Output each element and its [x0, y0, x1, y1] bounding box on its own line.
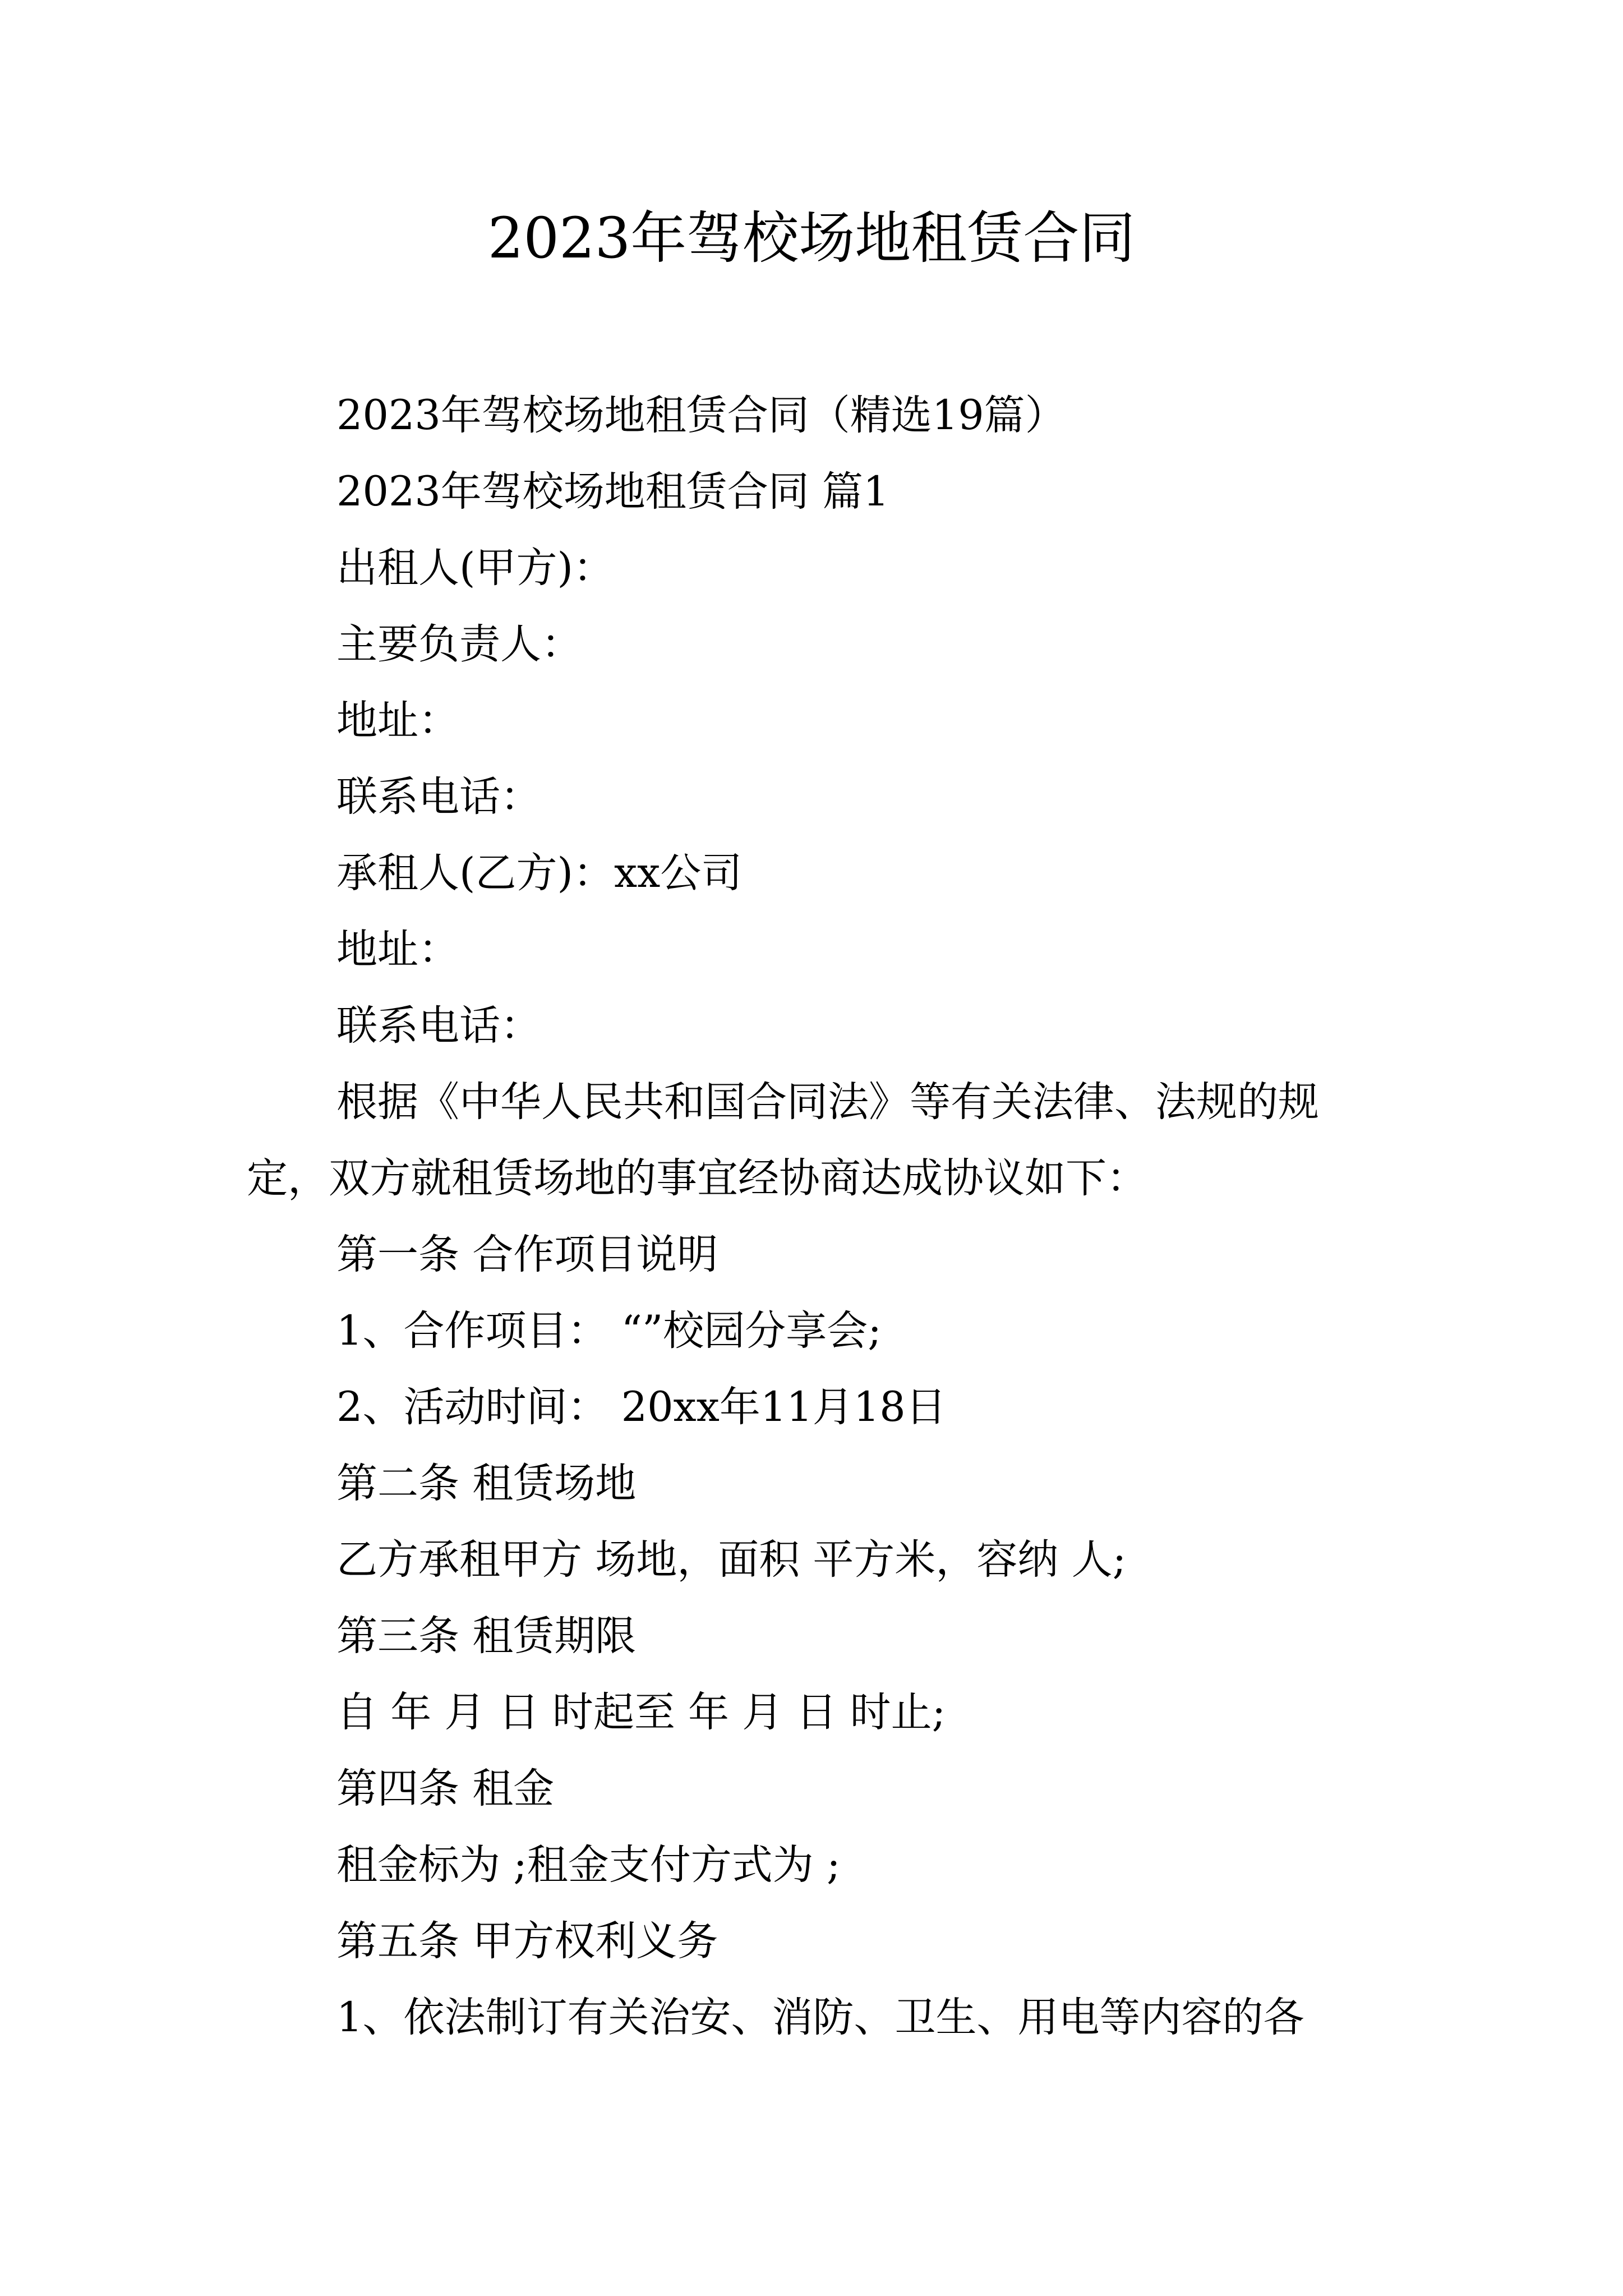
section-heading: 2023年驾校场地租赁合同 篇1	[336, 468, 889, 516]
lessee-address-line: 地址：	[336, 926, 459, 973]
clause-item: 租金标为 ;租金支付方式为 ;	[336, 1841, 841, 1889]
clause-heading-2: 第二条 租赁场地	[336, 1460, 637, 1507]
basis-paragraph-line2: 定，双方就租赁场地的事宜经协商达成协议如下：	[247, 1154, 1147, 1202]
clause-heading-4: 第四条 租金	[336, 1765, 555, 1812]
clause-item: 自 年 月 日 时起至 年 月 日 时止;	[336, 1688, 946, 1736]
lessee-line: 承租人(乙方)：xx公司	[336, 849, 743, 897]
clause-item: 乙方承租甲方 场地，面积 平方米，容纳 人;	[336, 1536, 1127, 1584]
clause-item: 1、合作项目： “”校园分享会;	[336, 1307, 882, 1355]
principal-line: 主要负责人：	[336, 620, 582, 668]
clause-item: 2、活动时间： 20xx年11月18日	[336, 1383, 947, 1431]
document-title: 2023年驾校场地租赁合同	[487, 205, 1136, 271]
clause-heading-5: 第五条 甲方权利义务	[336, 1917, 718, 1965]
clause-heading-1: 第一条 合作项目说明	[336, 1231, 718, 1278]
lessor-address-line: 地址：	[336, 697, 459, 744]
clause-heading-3: 第三条 租赁期限	[336, 1612, 637, 1660]
basis-paragraph-line1: 根据《中华人民共和国合同法》等有关法律、法规的规	[336, 1078, 1319, 1126]
lessee-phone-line: 联系电话：	[336, 1002, 541, 1050]
subtitle-paragraph: 2023年驾校场地租赁合同（精选19篇）	[336, 392, 1066, 439]
clause-item: 1、依法制订有关治安、消防、卫生、用电等内容的各	[336, 1994, 1304, 2041]
lessor-line: 出租人(甲方)：	[336, 544, 614, 592]
lessor-phone-line: 联系电话：	[336, 773, 541, 821]
